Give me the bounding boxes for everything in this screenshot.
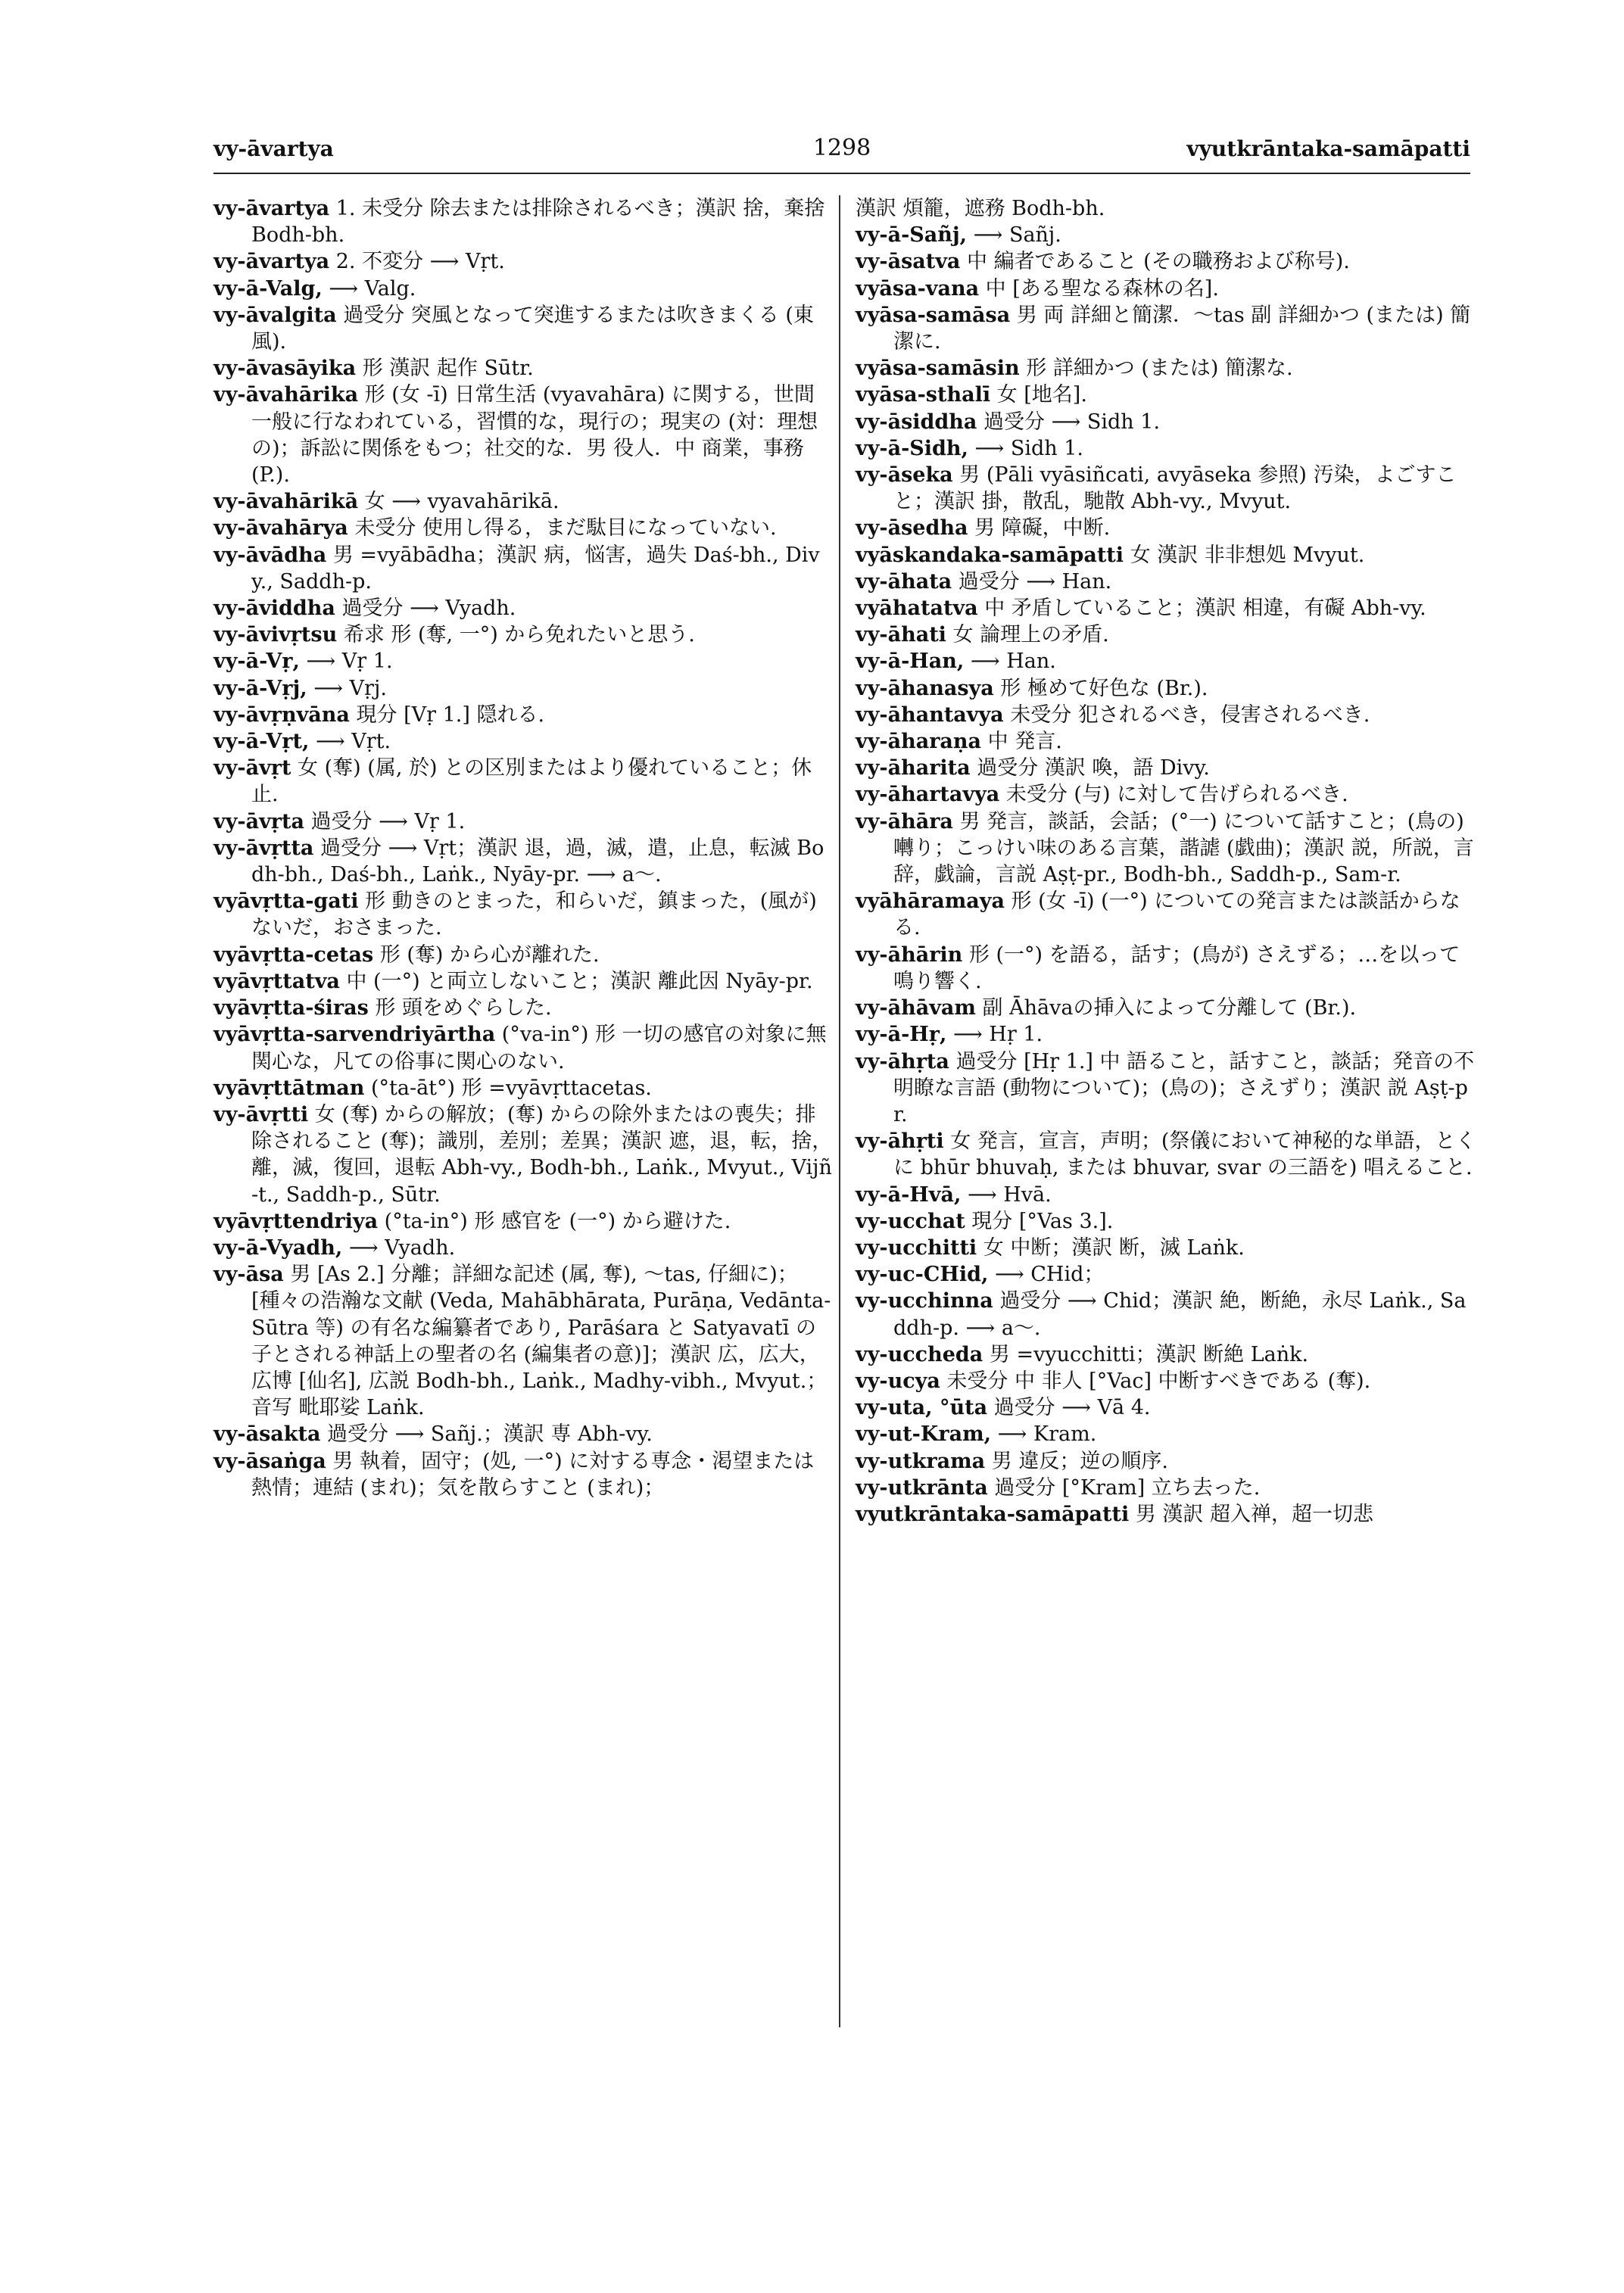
dictionary-entry <box>856 409 1476 435</box>
entry-headword: vyāvṛtta-sarvendriyārtha <box>214 1023 496 1047</box>
entry-definition: 形 詳細かつ (または) 簡潔な. <box>1019 357 1293 381</box>
entry-definition: 漢訳 煩籠，遮務 Bodh-bh. <box>856 197 1105 220</box>
entry-definition: 過受分 ⟶ Vā 4. <box>987 1396 1151 1420</box>
dictionary-entry <box>214 1075 834 1101</box>
entry-headword: vy-āviddha <box>214 597 335 621</box>
entry-headword: vy-ā-Vṛ, <box>214 650 300 674</box>
entry-definition: 未受分 使用し得る，まだ駄目になっていない. <box>348 516 777 541</box>
entry-headword: vy-ā-Han, <box>856 650 965 674</box>
dictionary-entry <box>214 888 834 941</box>
entry-headword: vy-āvṛt <box>214 756 291 780</box>
entry-definition: 男 違反；逆の順序. <box>985 1449 1168 1473</box>
entry-headword: vy-ucchinna <box>856 1289 993 1313</box>
entry-definition: 男 執着，固守；(処, 一°) に対する専念・渇望または熱情；連結 (まれ)；気を散らすこと (まれ)； <box>251 1449 815 1500</box>
dictionary-entry <box>856 222 1476 248</box>
entry-definition: 形 頭をめぐらした. <box>368 996 552 1020</box>
dictionary-entry <box>856 702 1476 728</box>
entry-headword: vy-ā-Sañj, <box>856 223 968 248</box>
entry-definition: 未受分 (与) に対して告げられるべき. <box>999 783 1348 807</box>
entry-definition: ⟶ Kram. <box>991 1422 1097 1447</box>
dictionary-entry <box>856 1421 1476 1447</box>
entry-definition: 形 (奪) から心が離れた. <box>373 942 600 967</box>
entry-definition: 女 [地名]. <box>990 383 1087 407</box>
entry-headword: vy-utkrama <box>856 1449 986 1473</box>
dictionary-entry <box>856 542 1476 569</box>
dictionary-entry <box>214 728 834 755</box>
entry-headword: vyāsa-sthalī <box>856 383 991 407</box>
dictionary-entry <box>214 1235 834 1261</box>
dictionary-entry <box>856 276 1476 302</box>
entry-headword: vy-ā-Vṛj, <box>214 676 307 700</box>
dictionary-entry <box>856 462 1476 515</box>
dictionary-entry <box>856 1448 1476 1475</box>
entry-definition: 2. 不変分 ⟶ Vṛt. <box>329 250 505 274</box>
dictionary-entry <box>856 248 1476 275</box>
entry-headword: vyāvṛtta-cetas <box>214 942 374 967</box>
entry-definition: ⟶ Sañj. <box>967 223 1061 248</box>
left-column <box>214 195 834 1501</box>
entry-definition: 形 (女 -ī) 日常生活 (vyavahāra) に関する，世間一般に行なわれている，習慣的な，現行の；現実の (対：理想の)；訴訟に関係をもつ；社交的な．男 役人．中 商業，事務 (P.). <box>251 383 818 488</box>
entry-headword: vyāvṛttātman <box>214 1076 365 1100</box>
entry-headword: vy-āvahārya <box>214 516 348 541</box>
entry-headword: vy-ā-Valg, <box>214 276 323 301</box>
entry-headword: vy-āvṛta <box>214 809 304 833</box>
dictionary-entry <box>856 1128 1476 1181</box>
entry-headword: vy-āvartya <box>214 250 330 274</box>
right-column <box>856 195 1476 1528</box>
entry-headword: vy-ā-Hṛ, <box>856 1023 947 1047</box>
dictionary-entry <box>214 488 834 515</box>
entry-headword: vy-āhāra <box>856 809 953 833</box>
dictionary-entry <box>214 302 834 355</box>
running-head-left: vy-āvartya <box>214 136 334 161</box>
entry-headword: vy-āvalgita <box>214 303 337 327</box>
entry-definition: 過受分 ⟶ Vṛt；漢訳 退，過，滅，遣，止息，転滅 Bodh-bh., Daś-bh., Laṅk., Nyāy-pr. ⟶ a〜. <box>251 836 824 887</box>
dictionary-entry <box>214 702 834 728</box>
dictionary-entry <box>856 1368 1476 1394</box>
entry-definition: 過受分 ⟶ Vṛ 1. <box>304 809 466 833</box>
entry-definition: 男 漢訳 超入禅，超一切悲 <box>1129 1502 1373 1526</box>
entry-definition: ⟶ Vyadh. <box>342 1235 456 1260</box>
entry-headword: vy-āhāvam <box>856 996 976 1020</box>
dictionary-entry <box>856 808 1476 889</box>
entry-headword: vyutkrāntaka-samāpatti <box>856 1502 1130 1526</box>
dictionary-entry <box>214 835 834 888</box>
entry-definition: 形 動きのとまった，和らいだ，鎮まった，(風が)ないだ，おさまった. <box>251 889 817 940</box>
entry-definition: 過受分 ⟶ Han. <box>952 569 1112 594</box>
entry-headword: vy-ā-Sidh, <box>856 436 968 460</box>
entry-definition: 中 矛盾していること；漢訳 相違，有礙 Abh-vy. <box>977 597 1426 621</box>
dictionary-entry <box>214 648 834 675</box>
dictionary-entry <box>214 595 834 622</box>
entry-headword: vy-āsakta <box>214 1422 321 1447</box>
entry-headword: vy-āvartya <box>214 197 330 220</box>
entry-definition: 過受分 ⟶ Vyadh. <box>335 597 516 621</box>
entry-headword: vy-āhārin <box>856 942 963 967</box>
dictionary-entry <box>856 435 1476 462</box>
dictionary-entry <box>856 648 1476 675</box>
entry-definition: 女 ⟶ vyavahārikā. <box>358 490 560 514</box>
entry-definition: 中 (一°) と両立しないこと；漢訳 離此因 Nyāy-pr. <box>339 969 813 993</box>
entry-definition: 形 (一°) を語る，話す；(鳥が) さえずる；…を以って鳴り響く. <box>893 942 1460 993</box>
dictionary-entry <box>856 382 1476 408</box>
entry-headword: vy-āvahārika <box>214 383 359 407</box>
entry-headword: vy-ucchitti <box>856 1235 977 1260</box>
entry-definition: 男 両 詳細と簡潔．〜tas 副 詳細かつ (または) 簡潔に. <box>893 303 1471 354</box>
entry-definition: ⟶ Vṛj. <box>307 676 387 700</box>
entry-definition: ⟶ Valg. <box>322 276 416 301</box>
entry-definition: 男 =vyābādha；漢訳 病，悩害，過失 Daś-bh., Divy., Saddh-p. <box>251 543 820 594</box>
entry-headword: vy-āhati <box>856 623 946 647</box>
entry-headword: vy-āvivṛtsu <box>214 623 338 647</box>
dictionary-entry <box>214 515 834 541</box>
entry-headword: vy-ā-Vṛt, <box>214 730 310 754</box>
entry-definition: 1. 未受分 除去または排除されるべき；漢訳 捨，棄捨 Bodh-bh. <box>251 197 825 248</box>
entry-headword: vy-uta, °ūta <box>856 1396 988 1420</box>
entry-definition: 未受分 中 非人 [°Vac] 中断すべきである (奪). <box>940 1369 1371 1393</box>
dictionary-entry <box>856 1021 1476 1048</box>
entry-headword: vyāsa-samāsin <box>856 357 1020 381</box>
entry-definition: 女 (奪) からの解放；(奪) からの除外またはの喪失；排除されること (奪)；識別，差別；差異；漢訳 遮，退，転，捨，離，滅，復回，退転 Abh-vy., Bodh-bh., Laṅk., Mvyut., Vijñ-t., Saddh-p., Sūtr. <box>251 1102 833 1207</box>
entry-definition: 中 発言. <box>981 730 1062 754</box>
entry-definition: 過受分 ⟶ Sañj.；漢訳 専 Abh-vy. <box>320 1422 653 1447</box>
dictionary-entry <box>214 675 834 702</box>
column-divider <box>839 195 840 2027</box>
entry-headword: vy-utkrānta <box>856 1475 988 1500</box>
entry-definition: 過受分 [Hṛ 1.] 中 語ること，話すこと，談話；発音の不明瞭な言語 (動物について)；(鳥の)；さえずり；漢訳 説 Aṣṭ-pr. <box>893 1049 1475 1126</box>
entry-definition: 女 漢訳 非非想処 Mvyut. <box>1124 543 1365 567</box>
entry-headword: vy-ut-Kram, <box>856 1422 992 1447</box>
entry-definition: 男 [As 2.] 分離；詳細な記述 (属, 奪), 〜tas, 仔細に)；[種々の浩瀚な文献 (Veda, Mahābhārata, Purāṇa, Vedānta-Sūtra 等) の有名な編纂者であり, Parāśara と Satyavatī の子とされる神話上の聖者の名 (編集者の意)]；漢訳 広，広大，広博 [仙名], 広説 Bodh-bh., Laṅk., Madhy-vibh., Mvyut.；音写 毗耶娑 Laṅk. <box>251 1263 831 1420</box>
dictionary-entry <box>214 755 834 808</box>
entry-headword: vy-āvahārikā <box>214 490 359 514</box>
entry-definition: 男 発言，談話，会話；(°一) について話すこと；(鳥の) 囀り；こっけい味のある言葉，諧謔 (戯曲)；漢訳 説，所説，言辞，戯論，言説 Aṣṭ-pr., Bodh-bh., Saddh-p., Sam-r. <box>893 809 1474 887</box>
dictionary-entry <box>856 1394 1476 1421</box>
dictionary-entry <box>214 968 834 995</box>
dictionary-entry <box>856 355 1476 382</box>
entry-definition: 過受分 ⟶ Sidh 1. <box>977 410 1161 434</box>
entry-headword: vy-ā-Hvā, <box>856 1182 962 1207</box>
entry-headword: vy-āsaṅga <box>214 1449 326 1473</box>
entry-definition: 形 漢訳 起作 Sūtr. <box>356 357 534 381</box>
entry-definition: 中 [ある聖なる森林の名]. <box>979 276 1219 301</box>
dictionary-entry <box>856 1501 1476 1528</box>
entry-headword: vy-āhata <box>856 569 952 594</box>
dictionary-entry <box>856 995 1476 1021</box>
entry-headword: vy-āvṛṇvāna <box>214 703 350 727</box>
entry-definition: (°ta-in°) 形 感官を (一°) から避けた. <box>378 1209 731 1233</box>
entry-headword: vy-ucya <box>856 1369 940 1393</box>
entry-headword: vy-āvṛtta <box>214 836 314 860</box>
entry-definition: ⟶ Vṛt. <box>309 730 391 754</box>
entry-headword: vyāvṛtta-śiras <box>214 996 369 1020</box>
dictionary-entry <box>856 302 1476 355</box>
dictionary-entry <box>214 276 834 302</box>
entry-headword: vy-āsa <box>214 1263 284 1287</box>
dictionary-entry <box>214 1021 834 1074</box>
dictionary-entry <box>214 1208 834 1235</box>
entry-headword: vyāsa-samāsa <box>856 303 1011 327</box>
dictionary-entry <box>856 515 1476 541</box>
entry-definition: 形 極めて好色な (Br.). <box>993 676 1208 700</box>
entry-headword: vy-uc-CHid, <box>856 1263 989 1287</box>
dictionary-entry <box>856 622 1476 648</box>
dictionary-entry <box>214 542 834 595</box>
entry-definition: ⟶ Sidh 1. <box>968 436 1083 460</box>
entry-headword: vyāvṛtta-gati <box>214 889 359 914</box>
page-number: 1298 <box>812 135 871 161</box>
dictionary-entry <box>856 888 1476 941</box>
dictionary-entry <box>214 995 834 1021</box>
entry-headword: vyāvṛttendriya <box>214 1209 379 1233</box>
entry-definition: 過受分 [°Kram] 立ち去った. <box>987 1475 1261 1500</box>
entry-definition: 女 発言，宣言，声明；(祭儀において神秘的な単語，とくに bhūr bhuvaḥ, または bhuvar, svar の三語を) 唱えること. <box>893 1129 1476 1180</box>
entry-headword: vy-āvṛtti <box>214 1102 309 1126</box>
entry-headword: vy-āvādha <box>214 543 327 567</box>
entry-definition: 女 (奪) (属, 於) との区別またはより優れていること；休止. <box>251 756 812 807</box>
dictionary-entry <box>856 195 1476 222</box>
entry-headword: vy-āhṛta <box>856 1049 949 1073</box>
entry-headword: vy-āhanasya <box>856 676 994 700</box>
entry-headword: vy-āharaṇa <box>856 730 982 754</box>
dictionary-entry <box>856 1048 1476 1129</box>
entry-headword: vy-āsiddha <box>856 410 977 434</box>
dictionary-entry <box>856 595 1476 622</box>
entry-headword: vy-āseka <box>856 463 953 488</box>
entry-definition: 男 =vyucchitti；漢訳 断絶 Laṅk. <box>983 1342 1309 1366</box>
dictionary-entry <box>214 942 834 968</box>
entry-definition: 過受分 漢訳 喚，語 Divy. <box>970 756 1210 780</box>
entry-headword: vy-āhartavya <box>856 783 1000 807</box>
entry-definition: ⟶ CHid； <box>988 1263 1105 1287</box>
entry-headword: vy-ā-Vyadh, <box>214 1235 343 1260</box>
entry-headword: vy-āharita <box>856 756 971 780</box>
dictionary-entry <box>856 1288 1476 1341</box>
dictionary-entry <box>214 1101 834 1208</box>
entry-headword: vy-āhṛti <box>856 1129 944 1154</box>
entry-definition: (°ta-āt°) 形 =vyāvṛttacetas. <box>364 1076 652 1100</box>
entry-definition: 女 論理上の矛盾. <box>946 623 1109 647</box>
page-header <box>214 135 1470 174</box>
dictionary-entry <box>214 382 834 488</box>
entry-headword: vyāvṛttatva <box>214 969 340 993</box>
entry-headword: vyāhatatva <box>856 597 978 621</box>
dictionary-entry <box>856 1182 1476 1208</box>
entry-definition: 現分 [Vṛ 1.] 隠れる. <box>349 703 545 727</box>
dictionary-entry <box>214 622 834 648</box>
dictionary-entry <box>856 1208 1476 1235</box>
entry-definition: 女 中断；漢訳 断，滅 Laṅk. <box>977 1235 1245 1260</box>
entry-definition: ⟶ Hvā. <box>961 1182 1052 1207</box>
entry-headword: vy-āsedha <box>856 516 968 541</box>
entry-definition: 過受分 突風となって突進するまたは吹きまくる (東風). <box>251 303 814 354</box>
dictionary-entry <box>214 1448 834 1501</box>
entry-definition: 副 Āhāvaの挿入によって分離して (Br.). <box>975 996 1357 1020</box>
dictionary-entry <box>856 755 1476 781</box>
entry-headword: vy-āsatva <box>856 250 961 274</box>
dictionary-entry <box>856 675 1476 702</box>
dictionary-entry <box>214 195 834 248</box>
dictionary-entry <box>214 248 834 275</box>
entry-headword: vy-ucchat <box>856 1209 965 1233</box>
entry-headword: vy-āhantavya <box>856 703 1004 727</box>
dictionary-entry <box>856 728 1476 755</box>
dictionary-entry <box>214 808 834 835</box>
entry-definition: 形 (女 -ī) (一°) についての発言または談話からなる. <box>893 889 1460 940</box>
entry-definition: ⟶ Hṛ 1. <box>946 1023 1043 1047</box>
entry-definition: ⟶ Vṛ 1. <box>299 650 393 674</box>
entry-headword: vyāskandaka-samāpatti <box>856 543 1124 567</box>
dictionary-entry <box>856 569 1476 595</box>
entry-headword: vyāhāramaya <box>856 889 1005 914</box>
entry-definition: 過受分 ⟶ Chid；漢訳 絶，断絶，永尽 Laṅk., Saddh-p. ⟶ a〜. <box>893 1289 1467 1340</box>
dictionary-entry <box>856 1261 1476 1288</box>
entry-definition: 男 (Pāli vyāsiñcati, avyāseka 参照) 汚染，よごすこと；漢訳 掛，散乱，馳散 Abh-vy., Mvyut. <box>893 463 1457 514</box>
dictionary-entry <box>214 355 834 382</box>
entry-definition: 希求 形 (奪, 一°) から免れたいと思う. <box>337 623 695 647</box>
dictionary-entry <box>214 1421 834 1447</box>
entry-headword: vy-āvasāyika <box>214 357 357 381</box>
entry-definition: (°va-in°) 形 一切の感官の対象に無関心な，凡ての俗事に関心のない. <box>251 1023 827 1073</box>
dictionary-entry <box>856 1341 1476 1368</box>
entry-definition: 男 障礙，中断. <box>968 516 1111 541</box>
entry-headword: vy-uccheda <box>856 1342 983 1366</box>
dictionary-entry <box>856 781 1476 808</box>
dictionary-entry <box>856 1235 1476 1261</box>
dictionary-entry <box>856 942 1476 995</box>
dictionary-entry <box>214 1261 834 1421</box>
entry-definition: ⟶ Han. <box>964 650 1056 674</box>
entry-headword: vyāsa-vana <box>856 276 980 301</box>
entry-definition: 未受分 犯されるべき，侵害されるべき. <box>1003 703 1370 727</box>
entry-definition: 現分 [°Vas 3.]. <box>965 1209 1114 1233</box>
dictionary-entry <box>856 1475 1476 1501</box>
running-head-right: vyutkrāntaka-samāpatti <box>1186 136 1470 161</box>
entry-definition: 中 編者であること (その職務および称号). <box>960 250 1350 274</box>
